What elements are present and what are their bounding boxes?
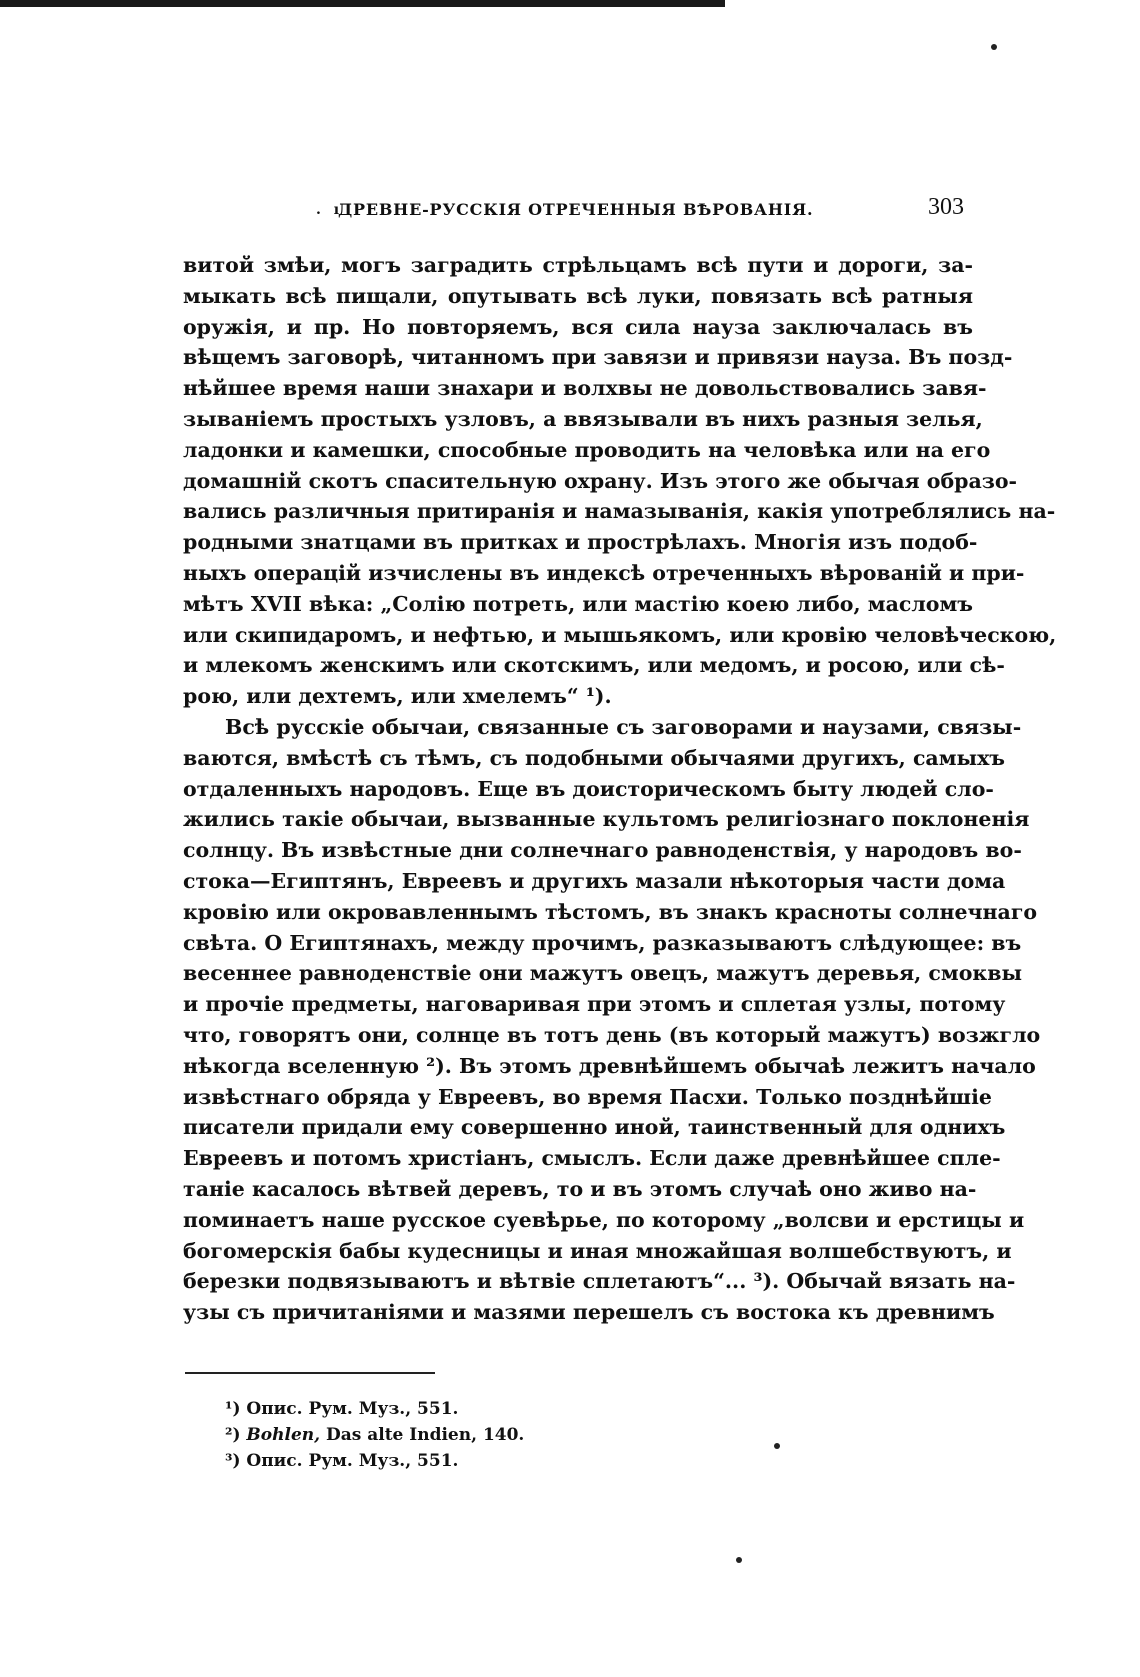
footnote-text: Опис. Рум. Муз., 551. (246, 1451, 459, 1471)
text-line: ладонки и камешки, способные проводить на человѣка или на его (183, 437, 991, 462)
page-header (316, 196, 964, 226)
text-line: богомерскія бабы кудесницы и иная множайшая волшебствуютъ, и (183, 1238, 1012, 1263)
text-line: рою, или дехтемъ, или хмелемъ“ ¹). (183, 684, 612, 709)
text-line: свѣта. О Египтянахъ, между прочимъ, разказываютъ слѣдующее: въ (183, 930, 1022, 955)
footnote-mark: ¹) (225, 1399, 241, 1419)
text-line: Евреевъ и потомъ христіанъ, смыслъ. Если даже древнѣйшее спле- (183, 1146, 1001, 1171)
text-line: домашній скотъ спасительную охрану. Изъ этого же обычая образо- (183, 468, 1018, 493)
text-line: таніе касалось вѣтвей деревъ, то и въ этомъ случаѣ оно живо на- (183, 1176, 977, 1201)
top-edge-rule (0, 0, 725, 7)
text-line: березки подвязываютъ и вѣтвіе сплетаютъ“... ³). Обычай вязать на- (183, 1269, 1016, 1294)
text-line: витой змѣи, могъ заградить стрѣльцамъ всѣ пути и дороги, за- (183, 253, 973, 277)
footnotes (225, 1396, 725, 1474)
ink-speck (774, 1443, 780, 1449)
footnote-text: Опис. Рум. Муз., 551. (246, 1399, 459, 1419)
text-line: родными знатцами въ притках и прострѣлахъ. Многія изъ подоб- (183, 530, 978, 555)
text-line: что, говорятъ они, солнце въ тотъ день (въ который мажутъ) возжгло (183, 1022, 1041, 1047)
text-line: зываніемъ простыхъ узловъ, а ввязывали въ нихъ разныя зелья, (183, 406, 983, 431)
text-line: и прочіе предметы, наговаривая при этомъ и сплетая узлы, потому (183, 992, 1006, 1017)
footnote-author: Bohlen, (246, 1425, 321, 1445)
text-line: мыкать всѣ пищали, опутывать всѣ луки, повязать всѣ ратныя (183, 283, 973, 308)
text-line: нѣкогда вселенную ²). Въ этомъ древнѣйшемъ обычаѣ лежитъ начало (183, 1053, 1036, 1078)
text-line: оружія, и пр. Но повторяемъ, вся сила науза заключалась въ (183, 314, 973, 339)
text-line: Всѣ русскіе обычаи, связанные съ заговорами и наузами, связы- (225, 714, 1022, 739)
footnote-separator (185, 1372, 435, 1374)
page-number: 303 (928, 194, 964, 220)
text-line: весеннее равноденствіе они мажутъ овецъ, мажутъ деревья, смоквы (183, 961, 1022, 986)
text-line: и млекомъ женскимъ или скотскимъ, или медомъ, и росою, или сѣ- (183, 653, 1005, 678)
text-line: писатели придали ему совершенно иной, таинственный для однихъ (183, 1115, 1006, 1140)
text-line: узы съ причитаніями и мазями перешелъ съ востока къ древнимъ (183, 1300, 995, 1325)
text-line: ныхъ операцій изчислены въ индексѣ отреченныхъ вѣрованій и при- (183, 560, 1025, 585)
text-line: мѣтъ XVII вѣка: „Солію потреть, или мастію коею либо, масломъ (183, 591, 973, 616)
text-line: вались различныя притиранія и намазыванія, какія употреблялись на- (183, 499, 1056, 524)
footnote-text: Das alte Indien, 140. (325, 1425, 525, 1445)
text-line: солнцу. Въ извѣстные дни солнечнаго равноденствія, у народовъ во- (183, 838, 1022, 863)
footnote-mark: ³) (225, 1451, 241, 1471)
text-line: извѣстнаго обряда у Евреевъ, во время Пасхи. Только позднѣйшіе (183, 1084, 992, 1109)
text-line: нѣйшее время наши знахари и волхвы не довольствовались завя- (183, 376, 987, 401)
footnote-3 (225, 1448, 725, 1474)
header-marks: . ı (316, 202, 344, 218)
footnote-2 (225, 1422, 725, 1448)
text-line: кровію или окровавленнымъ тѣстомъ, въ знакъ красноты солнечнаго (183, 899, 1038, 924)
ink-speck (991, 44, 997, 50)
text-line: или скипидаромъ, и нефтью, и мышьякомъ, или кровію человѣческою, (183, 622, 1057, 647)
text-line: вѣщемъ заговорѣ, читанномъ при завязи и привязи науза. Въ позд- (183, 345, 1013, 370)
text-line: отдаленныхъ народовъ. Еще въ доисторическомъ быту людей сло- (183, 776, 994, 801)
footnote-mark: ²) (225, 1425, 241, 1445)
footnote-1 (225, 1396, 725, 1422)
text-line: поминаетъ наше русское суевѣрье, по которому „волсви и ерстицы и (183, 1207, 1025, 1232)
ink-speck (736, 1557, 742, 1563)
running-title: ДРЕВНЕ-РУССКІЯ ОТРЕЧЕННЫЯ ВѢРОВАНІЯ. (338, 200, 814, 219)
text-line: жились такіе обычаи, вызванные культомъ религіознаго поклоненія (183, 807, 1030, 832)
body-text (183, 250, 1057, 1328)
text-line: ваются, вмѣстѣ съ тѣмъ, съ подобными обычаями другихъ, самыхъ (183, 745, 1006, 770)
text-line: стока—Египтянъ, Евреевъ и другихъ мазали нѣкоторыя части дома (183, 868, 1006, 893)
